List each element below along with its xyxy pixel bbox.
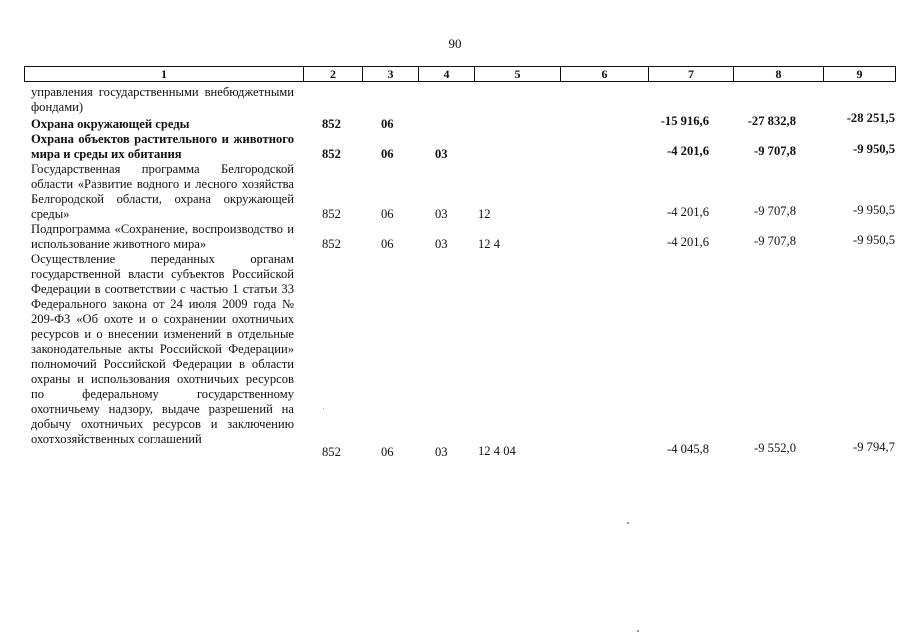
header-col-2: 2 [304, 67, 363, 81]
col-3-value: 06 [381, 445, 394, 459]
col-9-value: -9 950,5 [853, 142, 895, 156]
header-col-4: 4 [419, 67, 475, 81]
row-name: управления государственными внебюджетными фондами) [31, 85, 294, 114]
scan-speck [323, 408, 324, 409]
col-2-value: 852 [322, 237, 341, 251]
col-3-value: 06 [381, 237, 394, 251]
header-col-9: 9 [856, 67, 863, 81]
col-7-value: -4 045,8 [667, 442, 709, 456]
col-4-value: 03 [435, 445, 448, 459]
col-8-value: -9 707,8 [754, 204, 796, 218]
scan-speck [637, 630, 639, 632]
col-4-value: 03 [435, 237, 448, 251]
row-name: Охрана окружающей среды [31, 117, 190, 131]
col-7-value: -4 201,6 [667, 205, 709, 219]
col-8-value: -9 707,8 [754, 234, 796, 248]
col-3-value: 06 [381, 207, 394, 221]
header-col-8: 8 [734, 67, 824, 81]
col-3-value: 06 [381, 147, 394, 161]
col-9-value: -9 950,5 [853, 203, 895, 217]
header-col-3: 3 [363, 67, 419, 81]
row-name: Подпрограмма «Сохранение, воспроизводство и использование животного мира» [31, 222, 294, 251]
header-col-7: 7 [649, 67, 734, 81]
col-8-value: -27 832,8 [747, 114, 796, 128]
table-header [24, 66, 896, 82]
col-4-value: 03 [435, 207, 448, 221]
row-name: Охрана объектов растительного и животного мира и среды их обитания [31, 132, 294, 161]
col-2-value: 852 [322, 207, 341, 221]
col-2-value: 852 [322, 147, 341, 161]
header-col-5: 5 [475, 67, 561, 81]
col-9-value: -9 950,5 [853, 233, 895, 247]
col-9-value: -28 251,5 [846, 111, 895, 125]
col-2-value: 852 [322, 117, 341, 131]
col-8-value: -9 552,0 [754, 441, 796, 455]
header-col-6: 6 [561, 67, 649, 81]
col-3-value: 06 [381, 117, 394, 131]
row-name: Государственная программа Белгородской области «Развитие водного и лесного хозяйства Белгородской области, охрана окружающей среды» [31, 162, 294, 221]
col-2-value: 852 [322, 445, 341, 459]
col-5-value: 12 4 [478, 237, 501, 251]
col-9-value: -9 794,7 [853, 440, 895, 454]
col-8-value: -9 707,8 [754, 144, 796, 158]
col-5-value: 12 4 04 [478, 444, 516, 458]
col-7-value: -4 201,6 [667, 235, 709, 249]
col-7-value: -4 201,6 [667, 144, 709, 158]
scan-speck [627, 522, 629, 524]
col-7-value: -15 916,6 [660, 114, 709, 128]
col-4-value: 03 [435, 147, 448, 161]
row-name: Осуществление переданных органам государственной власти субъектов Российской Федерации в соответствии с частью 1 статьи 33 Федерального закона от 24 июля 2009 года № 209-ФЗ «Об охоте и о сохранении охотничьих ресурсов и о внесении изменений в отдельные законодательные акты Российской Федерации» полномочий Российской Федерации в области охраны и использования охотничьих ресурсов по федеральному государственному охотничьему надзору, выдаче разрешений на добычу охотничьих ресурсов и заключению охотхозяйственных соглашений [31, 252, 294, 446]
page-number: 90 [448, 36, 462, 51]
header-col-1: 1 [25, 67, 304, 81]
col-5-value: 12 [478, 207, 491, 221]
